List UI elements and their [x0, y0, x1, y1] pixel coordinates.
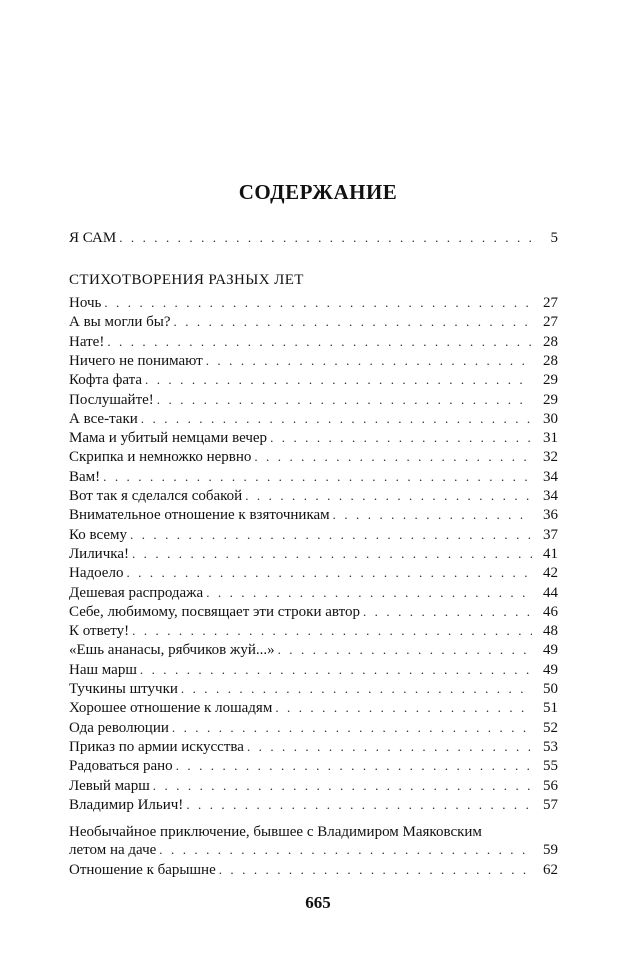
toc-entry-title-line2: летом на даче [69, 842, 157, 858]
page-title: СОДЕРЖАНИЕ [238, 180, 398, 204]
toc-entry-title: Нате! [69, 333, 105, 350]
toc-entry-row [69, 505, 558, 525]
dot-leader [254, 447, 532, 467]
toc-entry-row [69, 486, 558, 506]
toc-entry-title: Ко всему [69, 526, 127, 543]
toc-entry-title: Кофта фата [69, 372, 143, 389]
toc-entry-row [69, 737, 558, 757]
toc-entry-row [69, 370, 558, 390]
dot-leader [219, 860, 532, 880]
toc-entry-page: 42 [543, 565, 558, 582]
dot-leader [107, 332, 532, 352]
toc-entry-row [69, 544, 558, 564]
toc-entry-title: Вот так я сделался собакой [69, 488, 243, 504]
dot-leader [145, 370, 532, 390]
toc-entry-page: 34 [543, 468, 558, 485]
dot-leader [247, 737, 532, 757]
toc-entry-title: Скрипка и немножко нервно [69, 449, 252, 466]
toc-entry-title: Тучкины штучки [69, 681, 178, 697]
toc-entry-title: Наш марш [69, 661, 137, 678]
toc-entry-title: Отношение к барышне [69, 862, 216, 878]
toc-entry-title: Ода революции [69, 719, 169, 736]
toc-entry-row [69, 718, 558, 738]
toc-entry-title: Владимир Ильич! [69, 796, 184, 813]
toc-intro-row [69, 228, 558, 248]
toc-entry-title: Левый марш [69, 777, 150, 794]
dot-leader [130, 525, 532, 545]
toc-entry-page: 28 [543, 352, 558, 369]
toc-entry-page: 32 [543, 449, 558, 466]
dot-leader [126, 563, 532, 583]
toc-entry-title: А вы могли бы? [69, 314, 171, 331]
toc-entry-row [69, 795, 558, 815]
toc-entry-row [69, 467, 558, 487]
toc-entry-title: «Ешь ананасы, рябчиков жуй...» [69, 642, 275, 659]
toc-entry-page: 52 [543, 719, 558, 736]
dot-leader [181, 679, 532, 699]
dot-leader [132, 621, 532, 641]
toc-entry-row [69, 860, 558, 880]
dot-leader [103, 467, 532, 487]
toc-entry-title: Надоело [69, 565, 124, 582]
toc-entry-row [69, 390, 558, 410]
toc-entry-row [69, 312, 558, 332]
dot-leader [176, 756, 532, 776]
toc-entry-page: 49 [543, 661, 558, 678]
toc-entry-page: 27 [543, 295, 558, 311]
dot-leader [153, 776, 532, 796]
toc-entry-row [69, 409, 558, 429]
toc-entry-row [69, 640, 558, 660]
toc-entry-row [69, 525, 558, 545]
toc-entry-row [69, 293, 558, 313]
toc-entry-title: Внимательное отношение к взяточникам [69, 507, 330, 524]
toc-entry-title: Вам! [69, 468, 101, 485]
dot-leader [141, 409, 532, 429]
toc-entry-row [69, 602, 558, 622]
toc-entry-row [69, 621, 558, 641]
dot-leader [333, 505, 532, 525]
toc-entry-title: Я САМ [69, 230, 117, 246]
toc-entry-page: 36 [543, 507, 558, 524]
toc-entry-page: 31 [543, 430, 558, 447]
toc-entry-title: Себе, любимому, посвящает эти строки автор [69, 603, 360, 620]
dot-leader [159, 841, 532, 859]
toc-entry-row [69, 447, 558, 467]
toc-entry-page: 51 [543, 700, 558, 717]
toc-entry-title: Послушайте! [69, 391, 154, 408]
toc-entry-title: Ночь [69, 295, 102, 311]
toc-entry-page: 53 [543, 738, 558, 755]
dot-leader [186, 795, 532, 815]
toc-entry-row [69, 332, 558, 352]
toc-entry-title-line1: Необычайное приключение, бывшее с Владимиром Маяковским [69, 824, 482, 840]
dot-leader [157, 390, 532, 410]
dot-leader [206, 351, 532, 371]
toc-entry-page: 50 [543, 681, 558, 697]
toc-entry-title: А все-таки [69, 410, 138, 427]
toc-entry-page: 44 [543, 584, 558, 601]
toc-entry-page: 41 [543, 545, 558, 562]
dot-leader [140, 660, 532, 680]
dot-leader [270, 428, 532, 448]
toc-entry-row [69, 679, 558, 699]
dot-leader [174, 312, 532, 332]
toc-entry-title: Мама и убитый немцами вечер [69, 430, 268, 447]
toc-entry-title: Ничего не понимают [69, 352, 203, 369]
toc-entry-page: 28 [543, 333, 558, 350]
dot-leader [206, 583, 532, 603]
dot-leader [172, 718, 532, 738]
dot-leader [104, 293, 532, 313]
toc-entry-page: 59 [543, 842, 558, 858]
toc-entry-page: 29 [543, 372, 558, 389]
toc-entry-title: Лиличка! [69, 545, 129, 562]
toc-entry-title: Хорошее отношение к лошадям [69, 700, 273, 717]
toc-entry-row [69, 660, 558, 680]
toc-entry-page: 49 [543, 642, 558, 659]
toc-entry-row [69, 428, 558, 448]
dot-leader [363, 602, 532, 622]
toc-entry-page: 57 [543, 796, 558, 813]
toc-entry-title: Радоваться рано [69, 758, 173, 775]
section-heading: СТИХОТВОРЕНИЯ РАЗНЫХ ЛЕТ [69, 272, 304, 288]
toc-entry-row [69, 698, 558, 718]
toc-entry-row [69, 756, 558, 776]
toc-entry-row [69, 583, 558, 603]
toc-entry-page: 46 [543, 603, 558, 620]
toc-entry-page: 56 [543, 777, 558, 794]
dot-leader [119, 228, 532, 248]
toc-entry-multiline [69, 823, 558, 859]
dot-leader [245, 486, 532, 506]
toc-entry-page: 29 [543, 391, 558, 408]
dot-leader [278, 640, 532, 660]
toc-entry-page: 48 [543, 623, 558, 640]
toc-entry-page: 37 [543, 526, 558, 543]
toc-entry-row [69, 563, 558, 583]
dot-leader [132, 544, 532, 564]
toc-entry-page: 55 [543, 758, 558, 775]
page-number: 665 [305, 893, 331, 912]
toc-entry-row [69, 351, 558, 371]
dot-leader [275, 698, 532, 718]
toc-entry-title: Дешевая распродажа [69, 584, 204, 601]
toc-entry-page: 5 [550, 230, 558, 246]
toc-entry-page: 27 [543, 314, 558, 331]
toc-entry-row [69, 776, 558, 796]
toc-entry-title: Приказ по армии искусства [69, 738, 244, 755]
toc-entry-title: К ответу! [69, 623, 130, 640]
toc-entry-page: 34 [543, 488, 558, 504]
toc-entry-page: 30 [543, 410, 558, 427]
toc-entry-page: 62 [543, 862, 558, 878]
